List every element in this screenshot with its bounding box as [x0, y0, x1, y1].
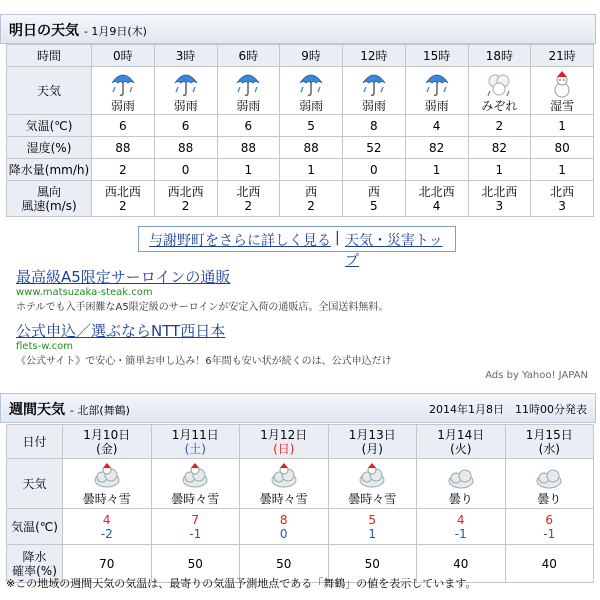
weekly-weather-row — [7, 459, 594, 509]
day-low-temp: 1 — [368, 526, 377, 541]
wind-dir-label: 風向 — [36, 184, 61, 199]
tomorrow-table — [6, 44, 594, 217]
hour-precip: 1 — [468, 159, 531, 181]
hour-wind-speed: 3 — [495, 198, 504, 213]
day-low-temp: -2 — [100, 526, 113, 541]
hour-wind-cell — [217, 181, 280, 217]
hour-weather-cell — [343, 67, 406, 115]
hour-wind-speed: 2 — [181, 198, 190, 213]
day-header — [240, 425, 329, 459]
day-weather-cell — [240, 459, 329, 509]
hour-precip: 1 — [217, 159, 280, 181]
day-temp-cell — [417, 509, 506, 545]
weekly-region: - 北部(舞鶴) — [69, 404, 130, 417]
time-row — [7, 45, 594, 67]
ad-title-2[interactable]: 公式申込／選ぶならNTT西日本 — [16, 322, 226, 340]
day-date: 1月12日 — [260, 427, 308, 442]
hour-humidity: 88 — [92, 137, 155, 159]
day-temp-cell — [505, 509, 594, 545]
hour-weather-text: 弱雨 — [424, 98, 449, 113]
hour-precip: 1 — [531, 159, 594, 181]
umbrella-rain-icon — [359, 69, 389, 99]
temp-row — [7, 115, 594, 137]
day-of-week: (土) — [184, 441, 206, 456]
weather-label: 天気 — [7, 67, 92, 115]
ad-item-1 — [16, 266, 388, 313]
hour-header: 9時 — [280, 45, 343, 67]
day-header — [151, 425, 240, 459]
precip-row — [7, 159, 594, 181]
day-high-temp: 4 — [102, 512, 111, 527]
hour-wind-dir: 西 — [367, 184, 380, 199]
ad-item-2 — [16, 320, 392, 367]
hour-precip: 1 — [405, 159, 468, 181]
ad-title-1[interactable]: 最高級A5限定サーロインの通販 — [16, 268, 231, 286]
hour-humidity: 82 — [405, 137, 468, 159]
weekly-date-row — [7, 425, 594, 459]
hour-weather-cell — [468, 67, 531, 115]
hour-temp: 6 — [92, 115, 155, 137]
day-date: 1月14日 — [437, 427, 485, 442]
day-temp-cell — [63, 509, 152, 545]
hour-wind-cell — [154, 181, 217, 217]
day-weather-text: 曇時々雪 — [82, 491, 131, 506]
hour-weather-text: 湿雪 — [550, 98, 575, 113]
day-of-week: (月) — [361, 441, 383, 456]
day-weather-text: 曇時々雪 — [348, 491, 397, 506]
hour-temp: 1 — [531, 115, 594, 137]
day-weather-text: 曇時々雪 — [171, 491, 220, 506]
hour-weather-text: 弱雨 — [299, 98, 324, 113]
day-date: 1月13日 — [348, 427, 396, 442]
day-pop: 50 — [240, 545, 329, 583]
day-header — [505, 425, 594, 459]
tomorrow-header — [0, 14, 596, 44]
day-of-week: (火) — [450, 441, 472, 456]
umbrella-rain-icon — [422, 69, 452, 99]
hour-precip: 0 — [154, 159, 217, 181]
hour-weather-cell — [280, 67, 343, 115]
hour-wind-cell — [280, 181, 343, 217]
day-weather-text: 曇り — [448, 491, 473, 506]
hour-temp: 8 — [343, 115, 406, 137]
temp-label: 気温(℃) — [7, 115, 92, 137]
hour-weather-cell — [531, 67, 594, 115]
weekly-date-label: 日付 — [7, 425, 63, 459]
hour-temp: 4 — [405, 115, 468, 137]
tomorrow-date: - 1月9日(木) — [83, 25, 147, 38]
hour-precip: 0 — [343, 159, 406, 181]
hour-header: 3時 — [154, 45, 217, 67]
hour-wind-cell — [92, 181, 155, 217]
hour-wind-cell — [343, 181, 406, 217]
humidity-label: 湿度(%) — [7, 137, 92, 159]
weekly-weather-label: 天気 — [7, 459, 63, 509]
day-high-temp: 4 — [456, 512, 465, 527]
weekly-header — [0, 393, 596, 423]
wind-label — [7, 181, 92, 217]
hour-humidity: 88 — [217, 137, 280, 159]
precip-label: 降水量(mm/h) — [7, 159, 92, 181]
weather-row — [7, 67, 594, 115]
day-header — [328, 425, 417, 459]
umbrella-rain-icon — [233, 69, 263, 99]
day-weather-cell — [417, 459, 506, 509]
ad-url-1[interactable]: www.matsuzaka-steak.com — [16, 287, 153, 298]
hour-wind-dir: 西北西 — [167, 184, 204, 199]
umbrella-rain-icon — [108, 69, 138, 99]
hour-wind-dir: 北北西 — [418, 184, 455, 199]
day-low-temp: -1 — [189, 526, 202, 541]
cloud-icon — [446, 462, 476, 492]
day-low-temp: -1 — [454, 526, 467, 541]
day-pop: 40 — [505, 545, 594, 583]
hour-wind-speed: 2 — [244, 198, 253, 213]
cloud-snow-icon — [180, 462, 210, 492]
hour-weather-text: 弱雨 — [173, 98, 198, 113]
link-separator: | — [335, 230, 340, 246]
day-temp-cell — [151, 509, 240, 545]
weekly-pop-label-2: 確率(%) — [12, 563, 57, 578]
weekly-table — [6, 424, 594, 583]
hour-humidity: 88 — [280, 137, 343, 159]
day-date: 1月10日 — [83, 427, 131, 442]
day-pop: 70 — [63, 545, 152, 583]
hour-wind-dir: 北北西 — [481, 184, 518, 199]
wind-speed-label: 風速(m/s) — [21, 198, 77, 213]
day-high-temp: 5 — [368, 512, 377, 527]
day-weather-cell — [328, 459, 417, 509]
day-high-temp: 7 — [191, 512, 200, 527]
day-weather-text: 曇時々雪 — [259, 491, 308, 506]
hour-humidity: 80 — [531, 137, 594, 159]
hour-wind-dir: 北西 — [236, 184, 261, 199]
hour-header: 21時 — [531, 45, 594, 67]
hour-weather-cell — [405, 67, 468, 115]
day-pop: 40 — [417, 545, 506, 583]
tomorrow-title: 明日の天気 - 1月9日(木) — [9, 23, 147, 39]
time-label: 時間 — [7, 45, 92, 67]
umbrella-rain-icon — [171, 69, 201, 99]
hour-wind-speed: 3 — [558, 198, 566, 213]
day-high-temp: 8 — [279, 512, 288, 527]
weekly-title: 週間天気 - 北部(舞鶴) — [9, 402, 130, 418]
snowman-icon — [547, 69, 577, 99]
hour-humidity: 88 — [154, 137, 217, 159]
day-of-week: (日) — [273, 441, 295, 456]
hour-wind-dir: 西 — [305, 184, 318, 199]
day-header — [63, 425, 152, 459]
day-weather-text: 曇り — [537, 491, 562, 506]
day-pop: 50 — [328, 545, 417, 583]
disaster-link[interactable]: 天気・災害トップ — [345, 233, 443, 269]
hour-weather-cell — [217, 67, 280, 115]
ad-desc-1: ホテルでも入手困難なA5限定級のサーロインが安定入荷の通販店。全国送料無料。 — [16, 302, 389, 313]
hour-weather-text: 弱雨 — [110, 98, 135, 113]
hour-humidity: 82 — [468, 137, 531, 159]
hour-weather-cell — [154, 67, 217, 115]
weekly-temp-row — [7, 509, 594, 545]
hour-precip: 2 — [92, 159, 155, 181]
day-temp-cell — [328, 509, 417, 545]
day-low-temp: 0 — [279, 526, 288, 541]
detail-link[interactable]: 与謝野町をさらに詳しく見る — [149, 233, 331, 249]
hour-wind-dir: 北西 — [550, 184, 575, 199]
ad-url-2[interactable]: flets-w.com — [16, 341, 73, 352]
hour-header: 18時 — [468, 45, 531, 67]
umbrella-rain-icon — [296, 69, 326, 99]
hour-precip: 1 — [280, 159, 343, 181]
day-temp-cell — [240, 509, 329, 545]
hour-header: 6時 — [217, 45, 280, 67]
weekly-published: 2014年1月8日 11時00分発表 — [429, 403, 587, 416]
day-date: 1月15日 — [525, 427, 573, 442]
day-weather-cell — [505, 459, 594, 509]
day-weather-cell — [151, 459, 240, 509]
cloud-snow-icon — [357, 462, 387, 492]
day-low-temp: -1 — [543, 526, 556, 541]
day-weather-cell — [63, 459, 152, 509]
hour-temp: 6 — [154, 115, 217, 137]
hour-header: 15時 — [405, 45, 468, 67]
hour-wind-speed: 2 — [119, 198, 127, 213]
humidity-row — [7, 137, 594, 159]
cloud-snow-icon — [92, 462, 122, 492]
day-header — [417, 425, 506, 459]
hour-wind-speed: 2 — [307, 198, 315, 213]
hour-header: 12時 — [343, 45, 406, 67]
ads-by-label[interactable]: Ads by Yahoo! JAPAN — [485, 370, 588, 381]
day-date: 1月11日 — [171, 427, 219, 442]
cloud-icon — [534, 462, 564, 492]
footnote: ※この地域の週間天気の気温は、最寄りの気温予測地点である「舞鶴」の値を表示しています。 — [6, 577, 477, 590]
day-of-week: (金) — [96, 441, 118, 456]
day-of-week: (水) — [538, 441, 560, 456]
hour-header: 0時 — [92, 45, 155, 67]
sleet-icon — [484, 69, 514, 99]
hour-weather-text: 弱雨 — [236, 98, 261, 113]
links-bar — [138, 226, 456, 269]
hour-humidity: 52 — [343, 137, 406, 159]
hour-wind-speed: 4 — [432, 198, 441, 213]
hour-wind-cell — [405, 181, 468, 217]
hour-wind-cell — [468, 181, 531, 217]
hour-wind-dir: 西北西 — [104, 184, 141, 199]
hour-temp: 5 — [280, 115, 343, 137]
hour-weather-text: 弱雨 — [361, 98, 386, 113]
hour-weather-cell — [92, 67, 155, 115]
hour-temp: 2 — [468, 115, 531, 137]
weekly-pop-label-1: 降水 — [22, 549, 47, 564]
ad-desc-2: 《公式サイト》で安心・簡単お申し込み！6年間も安い状が続くのは、公式申込だけ — [16, 356, 392, 367]
hour-weather-text: みぞれ — [481, 98, 518, 113]
day-pop: 50 — [151, 545, 240, 583]
day-high-temp: 6 — [545, 512, 554, 527]
hour-wind-cell — [531, 181, 594, 217]
wind-row — [7, 181, 594, 217]
weekly-temp-label: 気温(℃) — [7, 509, 63, 545]
hour-wind-speed: 5 — [370, 198, 378, 213]
cloud-snow-icon — [269, 462, 299, 492]
hour-temp: 6 — [217, 115, 280, 137]
